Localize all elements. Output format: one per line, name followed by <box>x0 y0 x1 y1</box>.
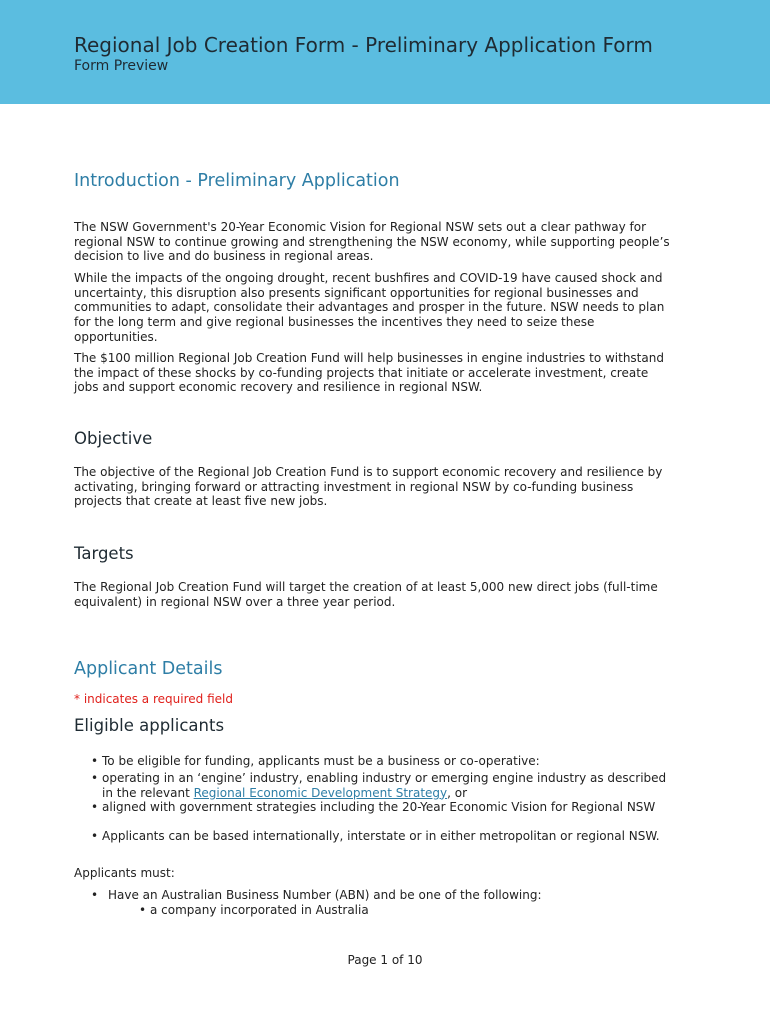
eligibility-bullet <box>91 771 676 800</box>
eligibility-bullet <box>91 829 676 844</box>
intro-paragraph-1: The NSW Government's 20-Year Economic Vision for Regional NSW sets out a clear pathway for regional NSW to continue growing and strengthening the NSW economy, while supporting people’s decision to live and do business in regional areas. <box>74 220 670 264</box>
header-banner <box>0 0 770 104</box>
targets-paragraph: The Regional Job Creation Fund will target the creation of at least 5,000 new direct jobs (full-time equivalent) in regional NSW over a three year period. <box>74 580 658 609</box>
bullet-icon: • <box>91 888 99 902</box>
form-title: Regional Job Creation Form - Preliminary Application Form <box>74 33 653 57</box>
bullet-text: Applicants can be based internationally, interstate or in either metropolitan or regional NSW. <box>102 829 660 843</box>
objective-heading: Objective <box>74 429 153 448</box>
bullet-icon: • <box>91 829 99 843</box>
objective-paragraph: The objective of the Regional Job Creation Fund is to support economic recovery and resilience by activating, bringing forward or attracting investment in regional NSW by co-funding business projects that create at least five new jobs. <box>74 465 663 509</box>
introduction-heading: Introduction - Preliminary Application <box>74 171 400 191</box>
applicants-must-label: Applicants must: <box>74 866 175 880</box>
requirement-text: Have an Australian Business Number (ABN) and be one of the following: <box>108 888 542 902</box>
requirement-sub-item <box>139 903 639 918</box>
eligibility-bullet <box>91 800 676 815</box>
intro-paragraph-3: The $100 million Regional Job Creation Fund will help businesses in engine industries to withstand the impact of these shocks by co-funding projects that initiate or accelerate investment, create jobs and support economic recovery and resilience in regional NSW. <box>74 351 664 395</box>
targets-heading: Targets <box>74 544 134 563</box>
required-field-note: * indicates a required field <box>74 692 233 706</box>
page-number: Page 1 of 10 <box>347 953 423 967</box>
eligibility-bullet <box>91 754 676 769</box>
intro-paragraph-2: While the impacts of the ongoing drought, recent bushfires and COVID-19 have caused shock and uncertainty, this disruption also presents significant opportunities for regional businesses and communities to adapt, consolidate their advantages and prosper in the future. NSW needs to plan for the long term and give regional businesses the incentives they need to seize these opportunities. <box>74 271 665 344</box>
bullet-text: To be eligible for funding, applicants must be a business or co-operative: <box>102 754 540 768</box>
applicant-details-heading: Applicant Details <box>74 659 223 679</box>
bullet-icon: • <box>91 800 99 814</box>
requirement-item <box>91 888 676 903</box>
bullet-icon: • <box>139 903 147 917</box>
bullet-text-after: , or <box>447 785 468 800</box>
bullet-icon: • <box>91 771 99 785</box>
form-subtitle: Form Preview <box>74 58 169 74</box>
regional-economic-development-strategy-link[interactable]: Regional Economic Development Strategy <box>193 785 448 800</box>
bullet-text: aligned with government strategies including the 20-Year Economic Vision for Regional NSW <box>102 800 656 814</box>
eligible-applicants-heading: Eligible applicants <box>74 716 225 735</box>
bullet-icon: • <box>91 754 99 768</box>
requirement-sub-text: a company incorporated in Australia <box>150 903 369 917</box>
bullet-text: operating in an ‘engine’ industry, enabling industry or emerging engine industry as described in the relevant <box>102 771 667 800</box>
